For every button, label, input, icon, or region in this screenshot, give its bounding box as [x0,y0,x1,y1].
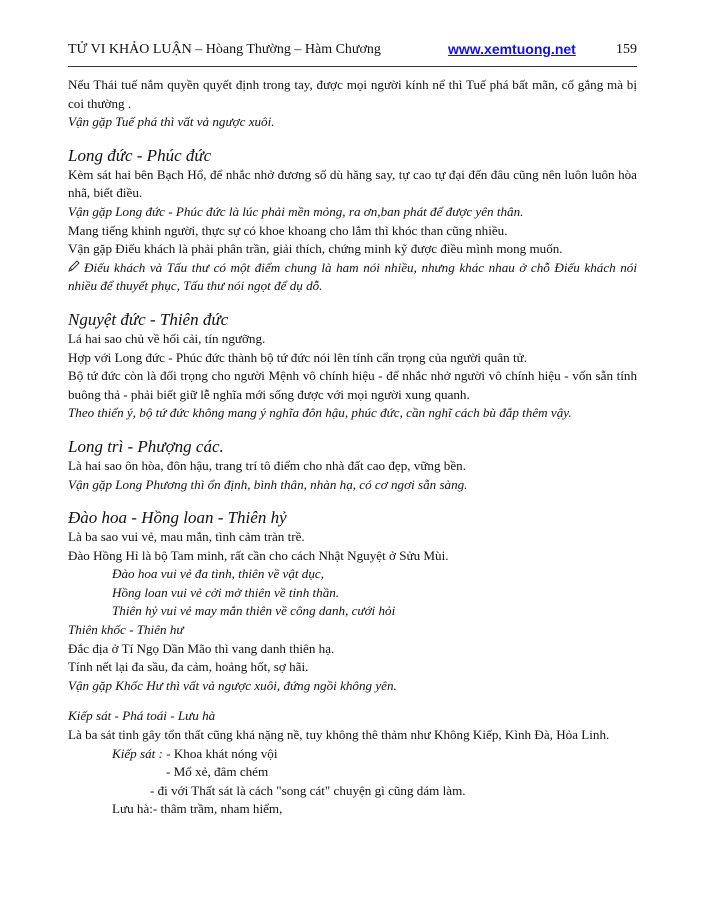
section-heading-kiep-sat: Kiếp sát - Phá toái - Lưu hà [68,708,216,724]
luu-ha-line: Lưu hà:- thâm trầm, nham hiểm, [112,801,283,817]
section-heading-long-duc: Long đức - Phúc đức [68,145,212,165]
pencil-icon [68,259,84,278]
italic-note: Vận gặp Long Phương thì ổn định, bình thân, nhàn hạ, có cơ ngơi sẵn sàng. [68,476,468,492]
section-heading-nguyet-duc: Nguyệt đức - Thiên đức [68,309,229,329]
header-title: TỬ VI KHẢO LUẬN – Hòang Thường – Hàm Chương [68,42,381,57]
paragraph: Là ba sao vui vẻ, mau mắn, tình cảm tràn trề. [68,529,305,545]
paragraph: Đắc địa ở Tí Ngọ Dần Mão thì vang danh thiên hạ. [68,640,335,656]
page-number: 159 [616,42,637,57]
document-body [68,76,637,819]
paragraph: Mang tiếng khinh người, thực sự có khoe khoang cho lắm thì khóc than cũng nhiều. [68,222,508,238]
header-divider [68,66,637,67]
pencil-note [68,259,637,296]
kiep-sat-item: - Mổ xẻ, đâm chém [166,764,269,780]
paragraph: Hợp với Long đức - Phúc đức thành bộ tứ đức nói lên tính cẩn trọng của người quân tử. [68,349,527,365]
kiep-sat-item: - đi với Thất sát là cách "song cát" chuyện gì cũng dám làm. [150,782,466,798]
indented-italic-line: Đào hoa vui vẻ đa tình, thiên về vật dục, [112,566,324,582]
intro-italic-note: Vận gặp Tuế phá thì vất vả ngược xuôi. [68,114,275,130]
indented-italic-line: Thiên hỷ vui vẻ may mắn thiên về công danh, cưới hỏi [112,603,396,619]
paragraph: Tính nết lại đa sầu, đa cảm, hoảng hốt, sợ hãi. [68,659,309,675]
pencil-note-text: Điếu khách và Tấu thư có một điểm chung là ham nói nhiều, nhưng khác nhau ở chỗ Điếu khách nói nhiều để thuyết phục, Tấu thư nói ngọt để dụ dỗ. [68,259,637,294]
section-heading-long-tri: Long trì - Phượng các. [68,436,224,456]
paragraph: Đào Hồng Hỉ là bộ Tam minh, rất cần cho cách Nhật Nguyệt ở Sửu Mùi. [68,547,449,563]
kiep-sat-label: Kiếp sát : [112,745,163,761]
header-website-link[interactable]: www.xemtuong.net [448,41,576,57]
section-heading-dao-hoa: Đào hoa - Hồng loan - Thiên hỷ [68,508,287,528]
paragraph: Lá hai sao chủ về hối cải, tín ngưỡng. [68,330,266,346]
page-header [68,42,637,62]
italic-note: Vận gặp Khốc Hư thì vất vả ngược xuôi, đứng ngồi không yên. [68,677,397,693]
italic-note: Theo thiển ý, bộ tứ đức không mang ý nghĩa đôn hậu, phúc đức, cần nghĩ cách bù đắp thêm vậy. [68,405,572,421]
paragraph: Bộ tứ đức còn là đối trọng cho người Mệnh vô chính hiệu - để nhắc nhở người vô chính hiệu - vốn sẵn tính buông thả - phải biết giữ lễ nghĩa mới sống được với mọi người xung quanh. [68,368,637,402]
italic-note: Vận gặp Long đức - Phúc đức là lúc phải mền mỏng, ra ơn,ban phát để được yên thân. [68,203,524,219]
paragraph: Là ba sát tinh gây tổn thất cũng khá nặng nề, tuy không thê thảm như Không Kiếp, Kình Đà, Hỏa Linh. [68,727,610,743]
subheading-thien-khoc: Thiên khốc - Thiên hư [68,622,184,638]
paragraph: Kèm sát hai bên Bạch Hổ, để nhắc nhở đương số dù hăng say, tự cao tự đại đến đâu cũng nên luôn luôn hòa nhã, biết điều. [68,166,637,201]
kiep-sat-item: - Khoa khát nóng vội [162,745,278,761]
paragraph: Vận gặp Điếu khách là phải phân trần, giải thích, chứng minh kỹ được điều mình mong muốn. [68,241,563,257]
intro-paragraph: Nếu Thái tuế nắm quyền quyết định trong tay, được mọi người kính nể thì Tuế phá bất mãn, cố gắng mà bị coi thường . [68,77,637,111]
indented-italic-line: Hồng loan vui vẻ cởi mở thiên về tinh thần. [112,584,340,600]
paragraph: Là hai sao ôn hòa, đôn hậu, trang trí tô điểm cho nhà đất cao đẹp, vững bền. [68,457,466,473]
kiep-sat-line [68,745,637,764]
